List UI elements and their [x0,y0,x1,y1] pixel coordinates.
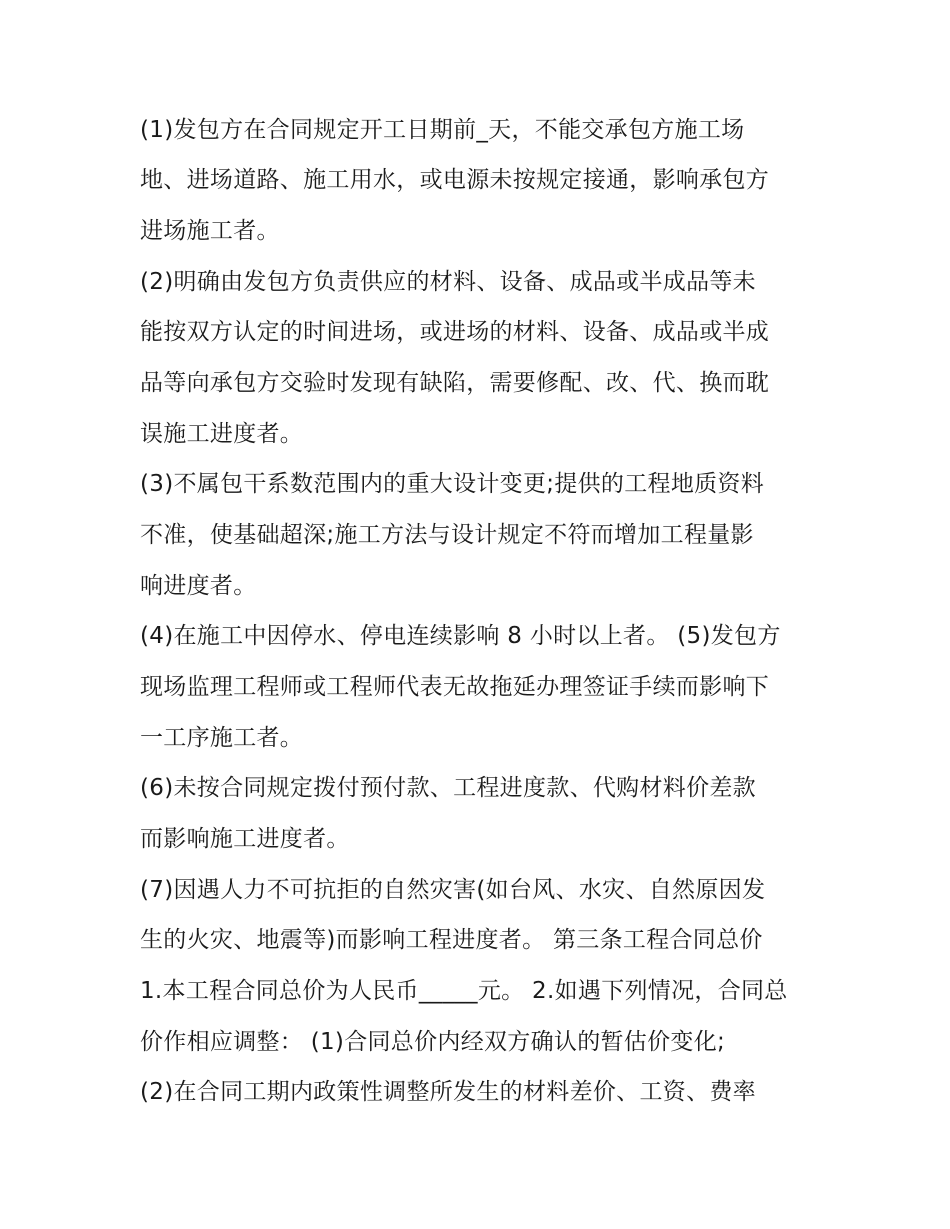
text-line: (3)不属包干系数范围内的重大设计变更;提供的工程地质资料 [140,471,765,497]
text-line: 不准，使基础超深;施工方法与设计规定不符而增加工程量影 [140,522,754,548]
text-line: 1.本工程合同总价为人民币_____元。 2.如遇下列情况，合同总 [140,978,788,1004]
text-line: 一工序施工者。 [140,725,304,751]
text-line: 误施工进度者。 [140,421,304,447]
text-line: 响进度者。 [140,573,257,599]
text-line: 能按双方认定的时间进场，或进场的材料、设备、成品或半成 [140,319,770,345]
text-line: 进场施工者。 [140,218,280,244]
text-line: 现场监理工程师或工程师代表无故拖延办理签证手续而影响下 [140,674,770,700]
text-line: 价作相应调整： (1)合同总价内经双方确认的暂估价变化; [140,1029,726,1055]
text-line: 生的火灾、地震等)而影响工程进度者。 第三条工程合同总价 [140,927,763,953]
text-line: (4)在施工中因停水、停电连续影响 8 小时以上者。 (5)发包方 [140,623,781,649]
text-line: 品等向承包方交验时发现有缺陷，需要修配、改、代、换而耽 [140,370,770,396]
text-line: (7)因遇人力不可抗拒的自然灾害(如台风、水灾、自然原因发 [140,877,766,903]
text-line: (6)未按合同规定拨付预付款、工程进度款、代购材料价差款 [140,775,756,801]
text-line: (1)发包方在合同规定开工日期前_天，不能交承包方施工场 [140,117,745,143]
text-line: (2)明确由发包方负责供应的材料、设备、成品或半成品等未 [140,269,756,295]
text-line: 而影响施工进度者。 [140,826,350,852]
text-line: (2)在合同工期内政策性调整所发生的材料差价、工资、费率 [140,1079,756,1105]
text-line: 地、进场道路、施工用水，或电源未按规定接通，影响承包方 [140,167,770,193]
